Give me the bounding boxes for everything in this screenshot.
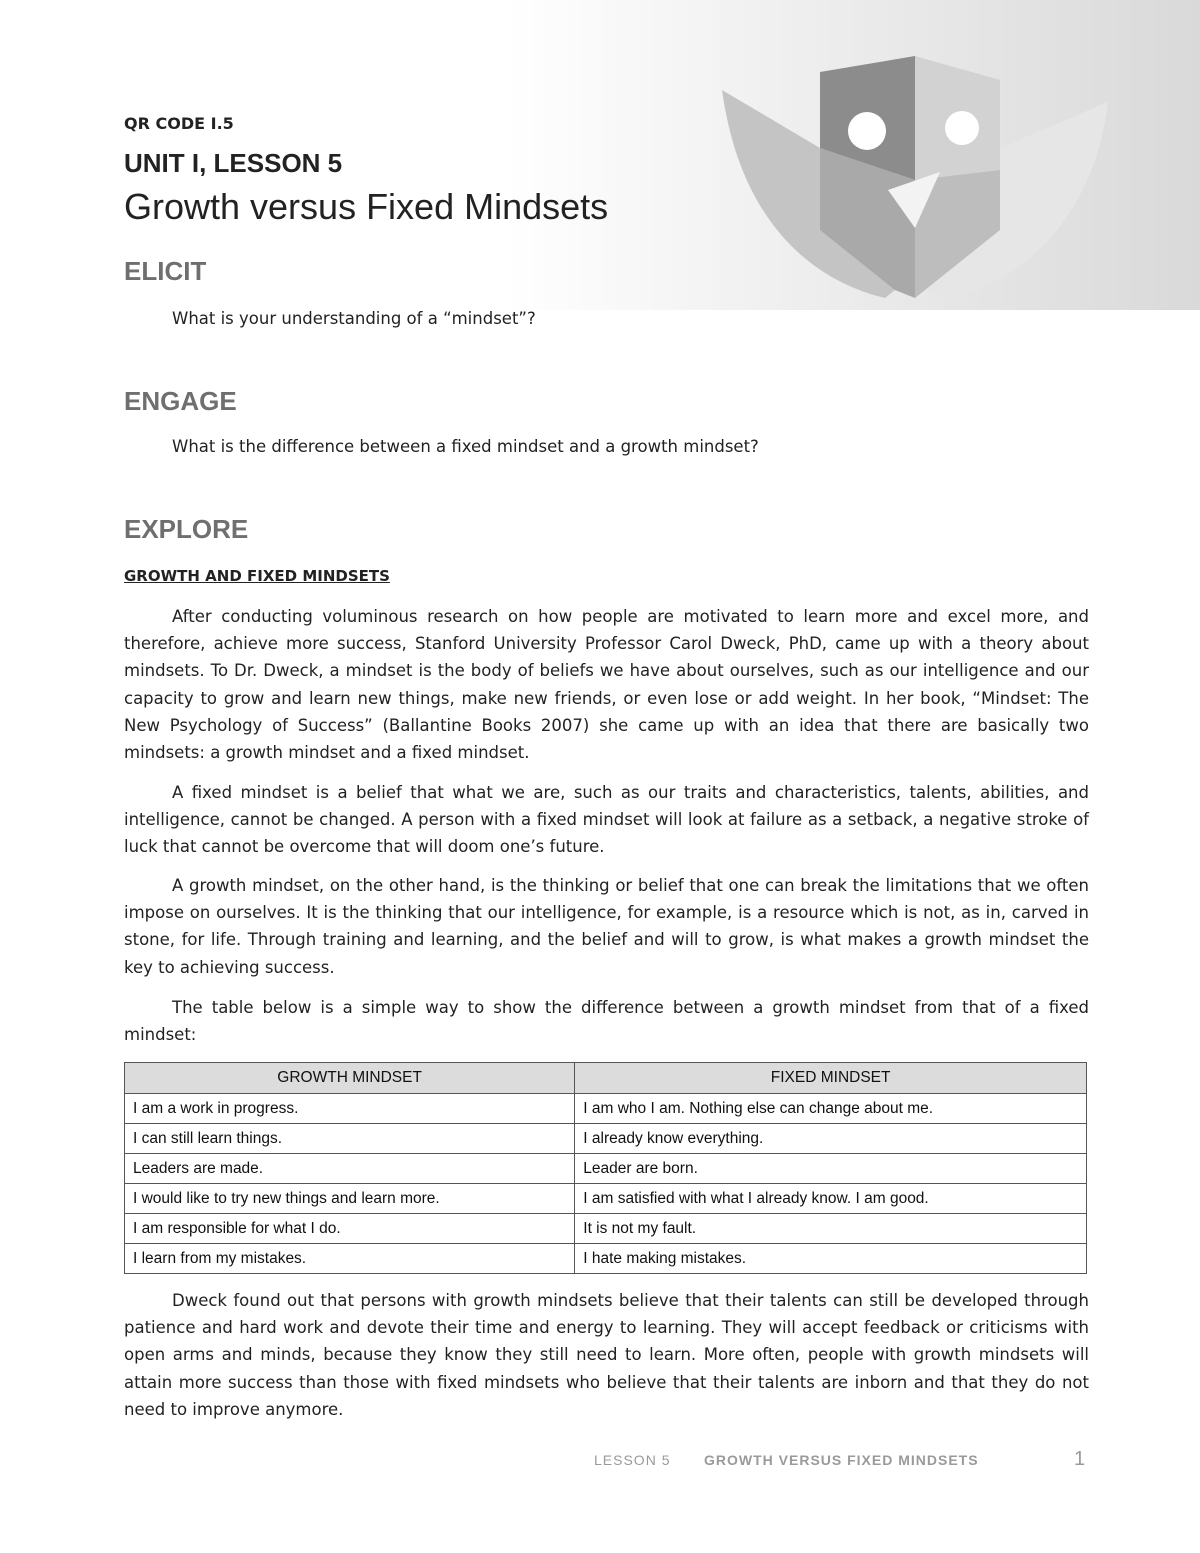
table-cell-fixed: Leader are born. <box>575 1154 1087 1184</box>
footer-title: GROWTH VERSUS FIXED MINDSETS <box>704 1452 979 1468</box>
table-cell-fixed: I already know everything. <box>575 1124 1087 1154</box>
table-header-row <box>125 1063 1087 1094</box>
table-header-fixed: FIXED MINDSET <box>575 1063 1087 1094</box>
table-row <box>125 1094 1087 1124</box>
table-row <box>125 1214 1087 1244</box>
qr-code-label: QR CODE I.5 <box>124 114 234 133</box>
table-row <box>125 1244 1087 1274</box>
table-row <box>125 1154 1087 1184</box>
table-cell-fixed: I hate making mistakes. <box>575 1244 1087 1274</box>
footer-lesson: LESSON 5 <box>594 1452 671 1468</box>
paragraph-growth-mindset: A growth mindset, on the other hand, is the thinking or belief that one can break the limitations that we often impose on ourselves. It is the thinking that our intelligence, for example, is a resource which is not, as in, carved in stone, for life. Through training and learning, and the belief and will to grow, is what makes a growth mindset the key to achieving success. <box>124 876 1089 977</box>
table-cell-growth: Leaders are made. <box>125 1154 575 1184</box>
table-cell-fixed: It is not my fault. <box>575 1214 1087 1244</box>
elicit-question: What is your understanding of a “mindset”? <box>172 309 536 328</box>
elicit-heading: ELICIT <box>124 256 207 286</box>
engage-heading: ENGAGE <box>124 386 237 416</box>
table-row <box>125 1184 1087 1214</box>
owl-logo-icon <box>700 40 1120 310</box>
table-cell-growth: I can still learn things. <box>125 1124 575 1154</box>
table-header-growth: GROWTH MINDSET <box>125 1063 575 1094</box>
mindset-comparison-table <box>124 1062 1087 1274</box>
paragraph-table-intro: The table below is a simple way to show the difference between a growth mindset from that of a fixed mindset: <box>124 998 1089 1045</box>
paragraph-intro: After conducting voluminous research on how people are motivated to learn more and excel more, and therefore, achieve more success, Stanford University Professor Carol Dweck, PhD, came up with a theory about mindsets. To Dr. Dweck, a mindset is the body of beliefs we have about ourselves, such as our intelligence and our capacity to grow and learn new things, make new friends, or even lose or add weight. In her book, “Mindset: The New Psychology of Success” (Ballantine Books 2007) she came up with an idea that there are basically two mindsets: a growth mindset and a fixed mindset. <box>124 607 1089 763</box>
table-row <box>125 1124 1087 1154</box>
table-cell-growth: I learn from my mistakes. <box>125 1244 575 1274</box>
table-cell-fixed: I am satisfied with what I already know. I am good. <box>575 1184 1087 1214</box>
unit-lesson-heading: UNIT I, LESSON 5 <box>124 148 343 178</box>
table-cell-growth: I would like to try new things and learn more. <box>125 1184 575 1214</box>
paragraph-fixed-mindset: A fixed mindset is a belief that what we are, such as our traits and characteristics, talents, abilities, and intelligence, cannot be changed. A person with a fixed mindset will look at failure as a setback, a negative stroke of luck that cannot be overcome that will doom one’s future. <box>124 783 1089 857</box>
paragraph-dweck-findings: Dweck found out that persons with growth mindsets believe that their talents can still be developed through patience and hard work and devote their time and energy to learning. They will accept feedback or criticisms with open arms and minds, because they know they still need to learn. More often, people with growth mindsets will attain more success than those with fixed mindsets who believe that their talents are inborn and that they do not need to improve anymore. <box>124 1291 1089 1419</box>
page-title: Growth versus Fixed Mindsets <box>124 186 609 227</box>
table-cell-fixed: I am who I am. Nothing else can change about me. <box>575 1094 1087 1124</box>
engage-question: What is the difference between a fixed mindset and a growth mindset? <box>172 437 759 456</box>
explore-heading: EXPLORE <box>124 514 249 544</box>
table-cell-growth: I am a work in progress. <box>125 1094 575 1124</box>
page-number: 1 <box>1074 1448 1086 1470</box>
table-cell-growth: I am responsible for what I do. <box>125 1214 575 1244</box>
explore-subheading: GROWTH AND FIXED MINDSETS <box>124 567 390 585</box>
